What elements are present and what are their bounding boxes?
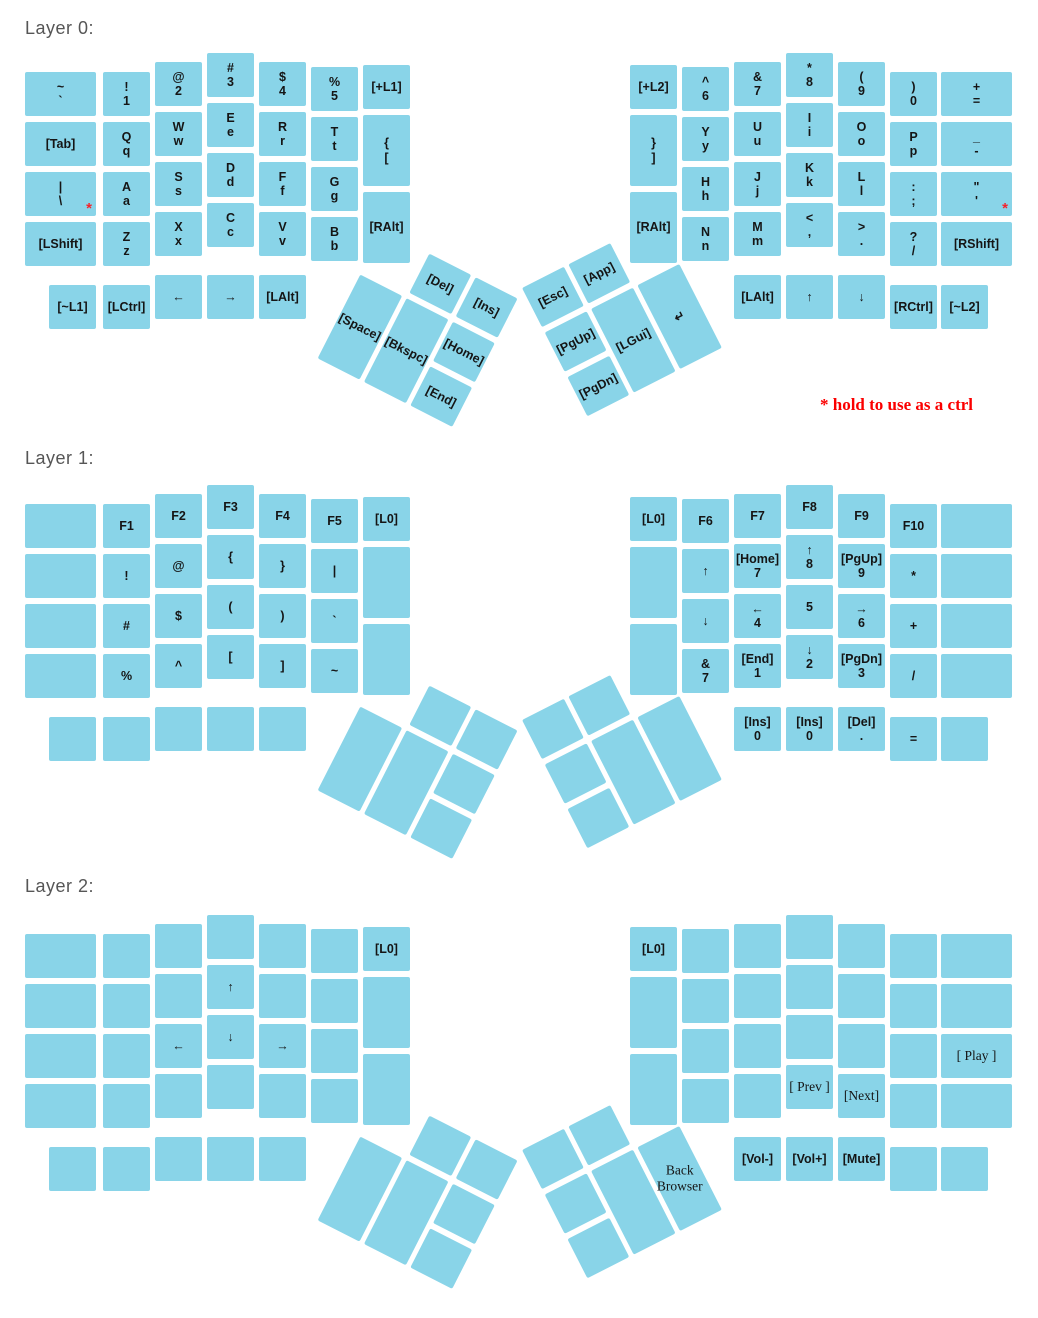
layer1-title: Layer 1: — [25, 448, 95, 468]
key-l1: [~L1] — [49, 285, 96, 329]
key-l0: [L0] — [630, 927, 677, 971]
key-blank — [259, 974, 306, 1018]
key-mute: [Mute] — [838, 1137, 885, 1181]
key-blank — [103, 1147, 150, 1191]
key-z-z: Z z — [103, 222, 150, 266]
key-right-arrow: → — [207, 275, 254, 319]
key-w-w: W w — [155, 112, 202, 156]
key-5: % 5 — [311, 67, 358, 111]
key-blank — [25, 504, 96, 548]
key-blank — [49, 1147, 96, 1191]
key-f10: F10 — [890, 504, 937, 548]
key-blank — [838, 924, 885, 968]
key-blank — [103, 984, 150, 1028]
key-blank — [259, 1137, 306, 1181]
key-blank — [941, 1147, 988, 1191]
key-rshift: [RShift] — [941, 222, 1012, 266]
key-u-u: U u — [734, 112, 781, 156]
key-f3: F3 — [207, 485, 254, 529]
key-l-l: L l — [838, 162, 885, 206]
key-bkspc: [Bkspc] — [364, 298, 449, 403]
key-right-arrow: → — [259, 1024, 306, 1068]
key-down-arrow: ↓ — [838, 275, 885, 319]
key-k-k: K k — [786, 153, 833, 197]
key-blank — [311, 1079, 358, 1123]
key-ins-0: [Ins] 0 — [734, 707, 781, 751]
key-plus: + — [890, 604, 937, 648]
key-blank — [890, 1034, 937, 1078]
key-del: [Del] — [409, 254, 471, 315]
key-f-f: F f — [259, 162, 306, 206]
key-blank — [207, 1065, 254, 1109]
key-8: * 8 — [786, 53, 833, 97]
key-up-arrow: ↑ — [682, 549, 729, 593]
key-home-7: [Home] 7 — [734, 544, 781, 588]
key-j-j: J j — [734, 162, 781, 206]
key-l0: [L0] — [363, 497, 410, 541]
key-pipe: | — [311, 549, 358, 593]
key-y-y: Y y — [682, 117, 729, 161]
key-blank — [155, 974, 202, 1018]
key-blank — [941, 1084, 1012, 1128]
key-blank — [734, 924, 781, 968]
key-l2: [~L2] — [941, 285, 988, 329]
key-9: ( 9 — [838, 62, 885, 106]
key-5: 5 — [786, 585, 833, 629]
key-i-i: I i — [786, 103, 833, 147]
key-blank — [630, 547, 677, 618]
key-pgup-9: [PgUp] 9 — [838, 544, 885, 588]
key-d-d: D d — [207, 153, 254, 197]
key-3: # 3 — [207, 53, 254, 97]
key-blank — [682, 929, 729, 973]
key-blank — [941, 654, 1012, 698]
key-prev: [ Prev ] — [786, 1065, 833, 1109]
key-blank — [25, 604, 96, 648]
key-caret: ^ — [155, 644, 202, 688]
key-brace-close: } ] — [630, 115, 677, 186]
key-n-n: N n — [682, 217, 729, 261]
key-blank — [25, 1084, 96, 1128]
key-t-t: T t — [311, 117, 358, 161]
key-ins: [Ins] — [456, 277, 518, 338]
key-next: [Next] — [838, 1074, 885, 1118]
key-paren-open: ( — [207, 585, 254, 629]
key-blank — [155, 924, 202, 968]
key-vol: [Vol-] — [734, 1137, 781, 1181]
key-blank — [941, 604, 1012, 648]
key-f7: F7 — [734, 494, 781, 538]
key-end-1: [End] 1 — [734, 644, 781, 688]
key-blank — [103, 934, 150, 978]
key-blank — [25, 984, 96, 1028]
key-blank — [155, 1137, 202, 1181]
key-x-x: X x — [155, 212, 202, 256]
key-exclam: ! — [103, 554, 150, 598]
key-down-arrow: ↓ — [207, 1015, 254, 1059]
key-blank — [25, 654, 96, 698]
key-blank — [890, 934, 937, 978]
key-6: → 6 — [838, 594, 885, 638]
key-quote: " ' * — [941, 172, 1012, 216]
key-blank — [25, 934, 96, 978]
key-8: ↑ 8 — [786, 535, 833, 579]
key-asterisk: * — [890, 554, 937, 598]
key-2: ↓ 2 — [786, 635, 833, 679]
key-blank — [207, 707, 254, 751]
key-l2: [+L2] — [630, 65, 677, 109]
key-tilde: ~ ` — [25, 72, 96, 116]
key-blank — [786, 965, 833, 1009]
key-blank — [941, 554, 1012, 598]
key-ralt: [RAlt] — [363, 192, 410, 263]
key-blank — [786, 1015, 833, 1059]
key-pgdn-3: [PgDn] 3 — [838, 644, 885, 688]
key-r-r: R r — [259, 112, 306, 156]
key-blank — [207, 1137, 254, 1181]
key-tilde: ~ — [311, 649, 358, 693]
key-blank — [890, 1147, 937, 1191]
key-rctrl: [RCtrl] — [890, 285, 937, 329]
key-space: [Space] — [318, 275, 403, 380]
key-blank — [838, 1024, 885, 1068]
key-blank — [682, 979, 729, 1023]
key-6: ^ 6 — [682, 67, 729, 111]
layer0-title: Layer 0: — [25, 18, 95, 38]
key-backtick: ` — [311, 599, 358, 643]
key-2: @ 2 — [155, 62, 202, 106]
key-left-arrow: ← — [155, 1024, 202, 1068]
key-blank — [941, 984, 1012, 1028]
key-f1: F1 — [103, 504, 150, 548]
key-underscore: _ - — [941, 122, 1012, 166]
key-blank — [25, 1034, 96, 1078]
key-7: & 7 — [682, 649, 729, 693]
key-f9: F9 — [838, 494, 885, 538]
key-play: [ Play ] — [941, 1034, 1012, 1078]
key-lgui: [LGui] — [591, 288, 676, 393]
key-percent: % — [103, 654, 150, 698]
key-blank — [259, 707, 306, 751]
key-o-o: O o — [838, 112, 885, 156]
key-g-g: G g — [311, 167, 358, 211]
key-blank — [103, 1084, 150, 1128]
key-brace-open: { [ — [363, 115, 410, 186]
key-home: [Home] — [433, 322, 495, 383]
key-question: ? / — [890, 222, 937, 266]
key-4: $ 4 — [259, 62, 306, 106]
key-brace-close: } — [259, 544, 306, 588]
key-f8: F8 — [786, 485, 833, 529]
key-blank — [155, 707, 202, 751]
hold-ctrl-asterisk: * — [1002, 200, 1008, 217]
key-blank — [155, 1074, 202, 1118]
key-blank — [838, 974, 885, 1018]
key-pgup: [PgUp] — [545, 311, 607, 372]
key-blank — [363, 547, 410, 618]
key-s-s: S s — [155, 162, 202, 206]
key-blank — [311, 1029, 358, 1073]
key-blank — [941, 504, 1012, 548]
key-f5: F5 — [311, 499, 358, 543]
key-enter: ↵ — [637, 264, 722, 369]
layer2-title: Layer 2: — [25, 876, 95, 896]
key-7: & 7 — [734, 62, 781, 106]
key-hash: # — [103, 604, 150, 648]
key-b-b: B b — [311, 217, 358, 261]
key-q-q: Q q — [103, 122, 150, 166]
key-p-p: P p — [890, 122, 937, 166]
key-blank — [890, 1084, 937, 1128]
key-at: @ — [155, 544, 202, 588]
key-blank — [682, 1079, 729, 1123]
key-blank — [734, 1074, 781, 1118]
key-left-arrow: ← — [155, 275, 202, 319]
key-blank — [259, 1074, 306, 1118]
key-ins-0: [Ins] 0 — [786, 707, 833, 751]
key-m-m: M m — [734, 212, 781, 256]
key-0: ) 0 — [890, 72, 937, 116]
key-end: [End] — [410, 366, 472, 427]
key-pgdn: [PgDn] — [567, 356, 629, 417]
key-esc: [Esc] — [522, 267, 584, 328]
key-colon: : ; — [890, 172, 937, 216]
key-e-e: E e — [207, 103, 254, 147]
key-del: [Del] . — [838, 707, 885, 751]
key-greater-than: > . — [838, 212, 885, 256]
key-lalt: [LAlt] — [259, 275, 306, 319]
key-slash: / — [890, 654, 937, 698]
key-pipe: | \ * — [25, 172, 96, 216]
hold-ctrl-note: * hold to use as a ctrl — [820, 395, 973, 414]
key-brace-open: { — [207, 535, 254, 579]
key-1: ! 1 — [103, 72, 150, 116]
key-vol: [Vol+] — [786, 1137, 833, 1181]
key-paren-close: ) — [259, 594, 306, 638]
key-blank — [49, 717, 96, 761]
key-equals: = — [890, 717, 937, 761]
key-l0: [L0] — [630, 497, 677, 541]
key-app: [App] — [568, 243, 630, 304]
key-blank — [311, 929, 358, 973]
key-blank — [103, 717, 150, 761]
key-back-browser: Back Browser — [637, 1126, 722, 1231]
key-l1: [+L1] — [363, 65, 410, 109]
key-lalt: [LAlt] — [734, 275, 781, 319]
key-blank — [734, 1024, 781, 1068]
key-plus: + = — [941, 72, 1012, 116]
key-4: ← 4 — [734, 594, 781, 638]
key-blank — [363, 977, 410, 1048]
key-blank — [259, 924, 306, 968]
key-blank — [630, 977, 677, 1048]
key-f4: F4 — [259, 494, 306, 538]
key-blank — [890, 984, 937, 1028]
key-bracket-open: [ — [207, 635, 254, 679]
key-down-arrow: ↓ — [682, 599, 729, 643]
key-blank — [311, 979, 358, 1023]
key-dollar: $ — [155, 594, 202, 638]
key-up-arrow: ↑ — [786, 275, 833, 319]
key-blank — [734, 974, 781, 1018]
key-a-a: A a — [103, 172, 150, 216]
key-c-c: C c — [207, 203, 254, 247]
key-lshift: [LShift] — [25, 222, 96, 266]
key-lctrl: [LCtrl] — [103, 285, 150, 329]
key-h-h: H h — [682, 167, 729, 211]
key-blank — [941, 717, 988, 761]
key-blank — [103, 1034, 150, 1078]
key-l0: [L0] — [363, 927, 410, 971]
key-f6: F6 — [682, 499, 729, 543]
key-blank — [941, 934, 1012, 978]
key-blank — [25, 554, 96, 598]
key-bracket-close: ] — [259, 644, 306, 688]
key-blank — [786, 915, 833, 959]
key-up-arrow: ↑ — [207, 965, 254, 1009]
key-tab: [Tab] — [25, 122, 96, 166]
key-blank — [207, 915, 254, 959]
key-f2: F2 — [155, 494, 202, 538]
hold-ctrl-asterisk: * — [86, 200, 92, 217]
key-v-v: V v — [259, 212, 306, 256]
key-blank — [682, 1029, 729, 1073]
key-ralt: [RAlt] — [630, 192, 677, 263]
key-less-than: < , — [786, 203, 833, 247]
